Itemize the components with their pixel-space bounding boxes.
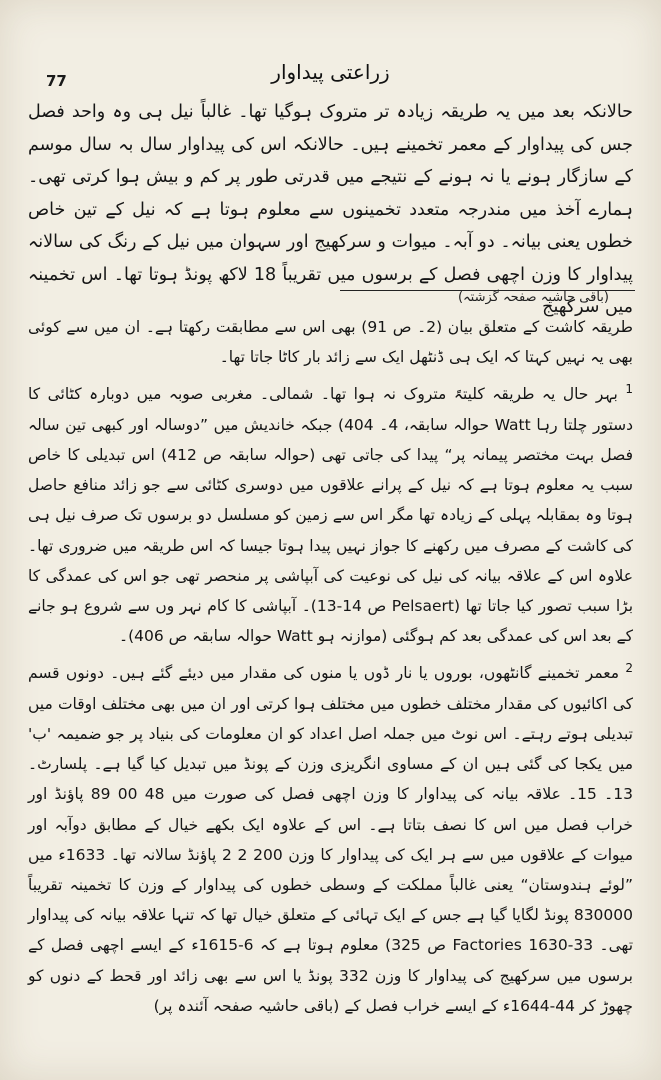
footnote-1	[28, 374, 633, 651]
footnote-2-marker: 2	[625, 661, 633, 676]
body-paragraph: حالانکہ بعد میں یہ طریقہ زیادہ تر متروک ہوگیا تھا۔ غالباً نیل ہی وہ واحد فصل جس کی پیداوار کے معمر تخمینے ہیں۔ حالانکہ اس کی پیداوار سال بہ سال موسم کے سازگار ہونے یا نہ ہونے کے نتیجے میں قدرتی طور پر کم و بیش ہوا کرتی تھی۔ ہمارے آخذ میں مندرجہ متعدد تخمینوں سے معلوم ہوتا ہے کہ نیل کے تین خاص خطوں یعنی بیانہ۔ دو آبہ۔ میوات و سرکھیج اور سہوان میں نیل کے رنگ کی سالانہ پیداوار کا وزن اچھی فصل کے برسوں میں تقریباً 18 لاکھ پونڈ ہوتا تھا۔ اس تخمینہ میں سرکھیج	[28, 102, 633, 317]
footnote-2-text: معمر تخمینے گانٹھوں، بوروں یا نار ڈوں یا منوں کی مقدار میں دیئے گئے ہیں۔ دونوں قسم کی اکائیوں کی مقدار مختلف خطوں میں مختلف ہوا کرتی اور ان میں بھی مختلف اوقات میں تبدیلی ہوتے رہتے۔ اس نوٹ میں جملہ اصل اعداد کو ان معلومات کی بنیاد پر جو ضمیمہ 'ب' میں یکجا کی گئی ہیں ان کے مساوی انگریزی وزن کے پونڈ میں تبدیل کیا گیا ہے۔ پلسارٹ۔ 13۔ 15۔ علاقہ بیانہ کی پیداوار کا وزن اچھی فصل کی صورت میں 48 00 89 پاؤنڈ اور خراب فصل میں اس کا نصف بتاتا ہے۔ اس کے علاوہ ایک بکھے خیال کے مطابق دوآبہ اور میوات کے علاقوں میں سے ہر ایک کی پیداوار کا وزن 200 2 2 پاؤنڈ سالانہ تھا۔ 1633ء میں ”لوئے ہندوستان“ یعنی غالباً مملکت کے وسطی خطوں کی پیداوار کے وزن کا تخمینہ تقریباً 830000 پونڈ لگایا گیا ہے جس کے ایک تہائی کے متعلق خیال تھا کہ تنہا علاقہ بیانہ کی پیداوار تھی۔ Factories 1630-33 ص 325) معلوم ہوتا ہے کہ 6-1615ء کے ایسے اچھی فصل کے برسوں میں سرکھیج کی پیداوار کا وزن 332 پونڈ یا اس سے بھی زائد اور قحط کے دنوں کو چھوڑ کر 44-1644ء کے ایسے خراب فصل کے (باقی حاشیہ صفحہ آئندہ پر)	[28, 664, 634, 1015]
page-number: 77	[46, 72, 67, 90]
footnotes	[28, 312, 633, 1023]
footnote-2	[28, 653, 633, 1021]
footnote-carry-over: طریقہ کاشت کے متعلق بیان (2۔ ص 91) بھی اس سے مطابقت رکھتا ہے۔ ان میں سے کوئی بھی یہ نہیں کہتا کہ ایک ہی ڈنٹھل ایک سے زائد بار کاٹا جاتا تھا۔	[28, 318, 633, 367]
footnote-1-text: بہر حال یہ طریقہ کلیتہً متروک نہ ہوا تھا۔ شمالی۔ مغربی صوبہ میں دوبارہ کٹائی کا دستور چلتا رہا Watt حوالہ سابقہ، 4۔ 404) جبکہ خاندیش میں ”دوسالہ اور کبھی تین سالہ فصل بہت مختصر پیمانہ پر“ پیدا کی جاتی تھی (حوالہ سابقہ ص 412) اس تبدیلی کا خاص سبب یہ معلوم ہوتا ہے کہ نیل کے پرانے علاقوں میں دوسری کٹائی سے جو زائد منافع حاصل ہوتا وہ بمقابلہ پہلی کے زیادہ تھا مگر اس سے زمین کو مسلسل دو برسوں تک صرف نیل ہی کی کاشت کے مصرف میں رکھنے کا جواز نہیں پیدا ہوتا جیسا کہ اس طریقہ میں ضروری تھا۔ علاوہ اس کے علاقہ بیانہ کی نیل کی نوعیت کی آبپاشی پر منحصر تھی جو اس کی عمدگی کا بڑا سبب تصور کیا جاتا تھا (Pelsaert ص 14-13)۔ آبپاشی کا کام نہر وں سے شروع ہو جانے کے بعد اس کی عمدگی بعد کم ہوگئی (موازنہ ہو Watt حوالہ سابقہ ص 406)۔	[28, 385, 634, 646]
continuation-note: (باقی حاشیہ صفحہ گزشتہ)	[457, 290, 609, 305]
running-head: زراعتی پیداوار	[271, 60, 390, 84]
footnote-1-marker: 1	[625, 382, 633, 397]
